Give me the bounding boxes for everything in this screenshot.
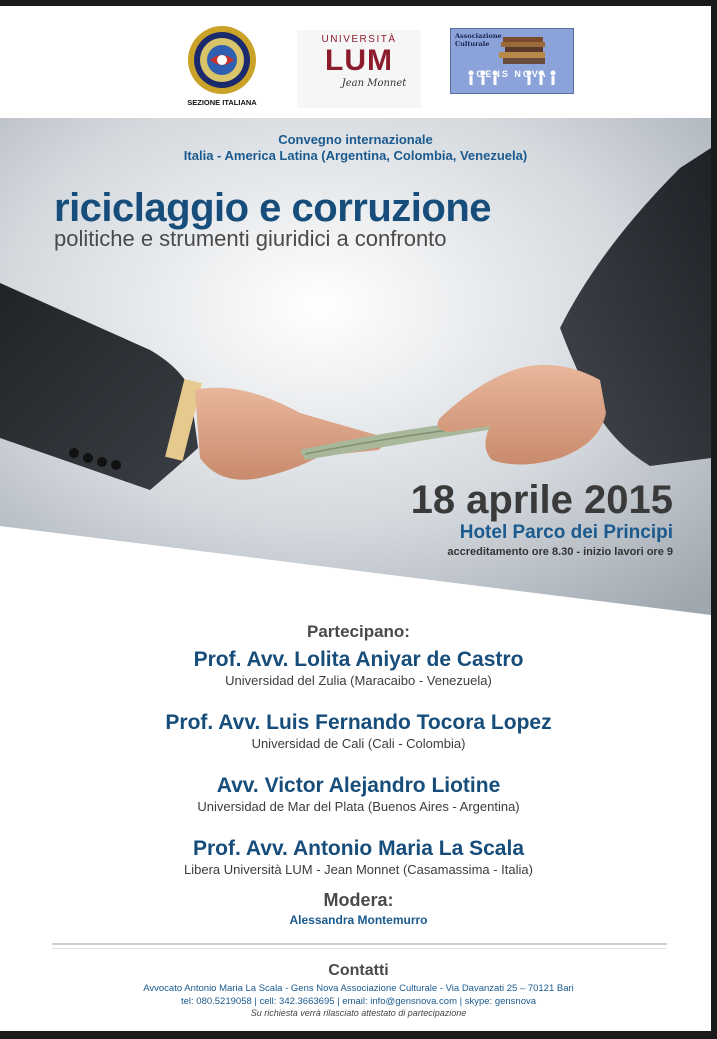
speaker-name: Prof. Avv. Antonio Maria La Scala xyxy=(192,837,525,860)
speaker-affiliation: Universidad del Zulia (Maracaibo - Venezuela) xyxy=(225,673,492,688)
divider xyxy=(52,948,667,949)
speaker-name: Avv. Victor Alejandro Liotine xyxy=(216,774,501,797)
speaker-affiliation: Libera Università LUM - Jean Monnet (Casamassima - Italia) xyxy=(184,862,533,877)
police-seal-icon xyxy=(186,24,258,96)
police-association-logo xyxy=(176,24,268,114)
lum-top-text: UNIVERSITÀ xyxy=(321,34,397,45)
speaker-affiliation: Universidad de Cali (Cali - Colombia) xyxy=(251,736,466,751)
event-date: 18 aprile 2015 xyxy=(410,478,673,522)
event-type: Convegno internazionale xyxy=(278,132,433,147)
gens-nova-wordmark: GENS NOVA xyxy=(476,69,548,79)
moderator-name: Alessandra Montemurro xyxy=(289,913,428,927)
event-schedule: accreditamento ore 8.30 - inizio lavori ore 9 xyxy=(447,546,673,558)
bottom-border xyxy=(0,1031,717,1039)
event-title: riciclaggio e corruzione xyxy=(54,186,492,230)
contacts-details: tel: 080.5219058 | cell: 342.3663695 | email: info@gensnova.com | skype: gensnova xyxy=(180,996,537,1007)
lum-wordmark: LUM xyxy=(325,44,393,77)
divider xyxy=(52,943,667,945)
logo1-caption: SEZIONE ITALIANA xyxy=(187,98,257,107)
speaker-name: Prof. Avv. Luis Fernando Tocora Lopez xyxy=(165,711,552,734)
list-item xyxy=(0,711,717,752)
participants-heading: Partecipano: xyxy=(307,622,410,641)
gens-nova-label-line1: Associazione xyxy=(455,32,502,40)
gens-nova-label-line2: Culturale xyxy=(455,40,490,48)
logo-strip xyxy=(0,6,711,118)
speaker-name: Prof. Avv. Lolita Aniyar de Castro xyxy=(193,648,524,671)
attendance-note: Su richiesta verrà rilasciato attestato di partecipazione xyxy=(250,1008,467,1018)
list-item xyxy=(0,837,717,878)
contacts-address: Avvocato Antonio Maria La Scala - Gens Nova Associazione Culturale - Via Davanzati 25 – 70121 Bari xyxy=(143,983,574,994)
event-venue: Hotel Parco dei Principi xyxy=(459,522,673,543)
event-header xyxy=(0,132,711,164)
gens-nova-logo xyxy=(450,28,574,94)
lum-subtext: Jean Monnet xyxy=(341,78,407,89)
participants-list xyxy=(0,648,717,900)
event-countries: Italia - America Latina (Argentina, Colombia, Venezuela) xyxy=(183,148,528,163)
speaker-affiliation: Universidad de Mar del Plata (Buenos Aires - Argentina) xyxy=(197,799,520,814)
lum-university-logo xyxy=(297,30,421,108)
list-item xyxy=(0,774,717,815)
contacts-heading: Contatti xyxy=(328,962,389,979)
moderator-heading: Modera: xyxy=(323,890,394,910)
list-item xyxy=(0,648,717,689)
books-icon xyxy=(451,29,573,93)
event-subtitle: politiche e strumenti giuridici a confronto xyxy=(54,226,447,251)
